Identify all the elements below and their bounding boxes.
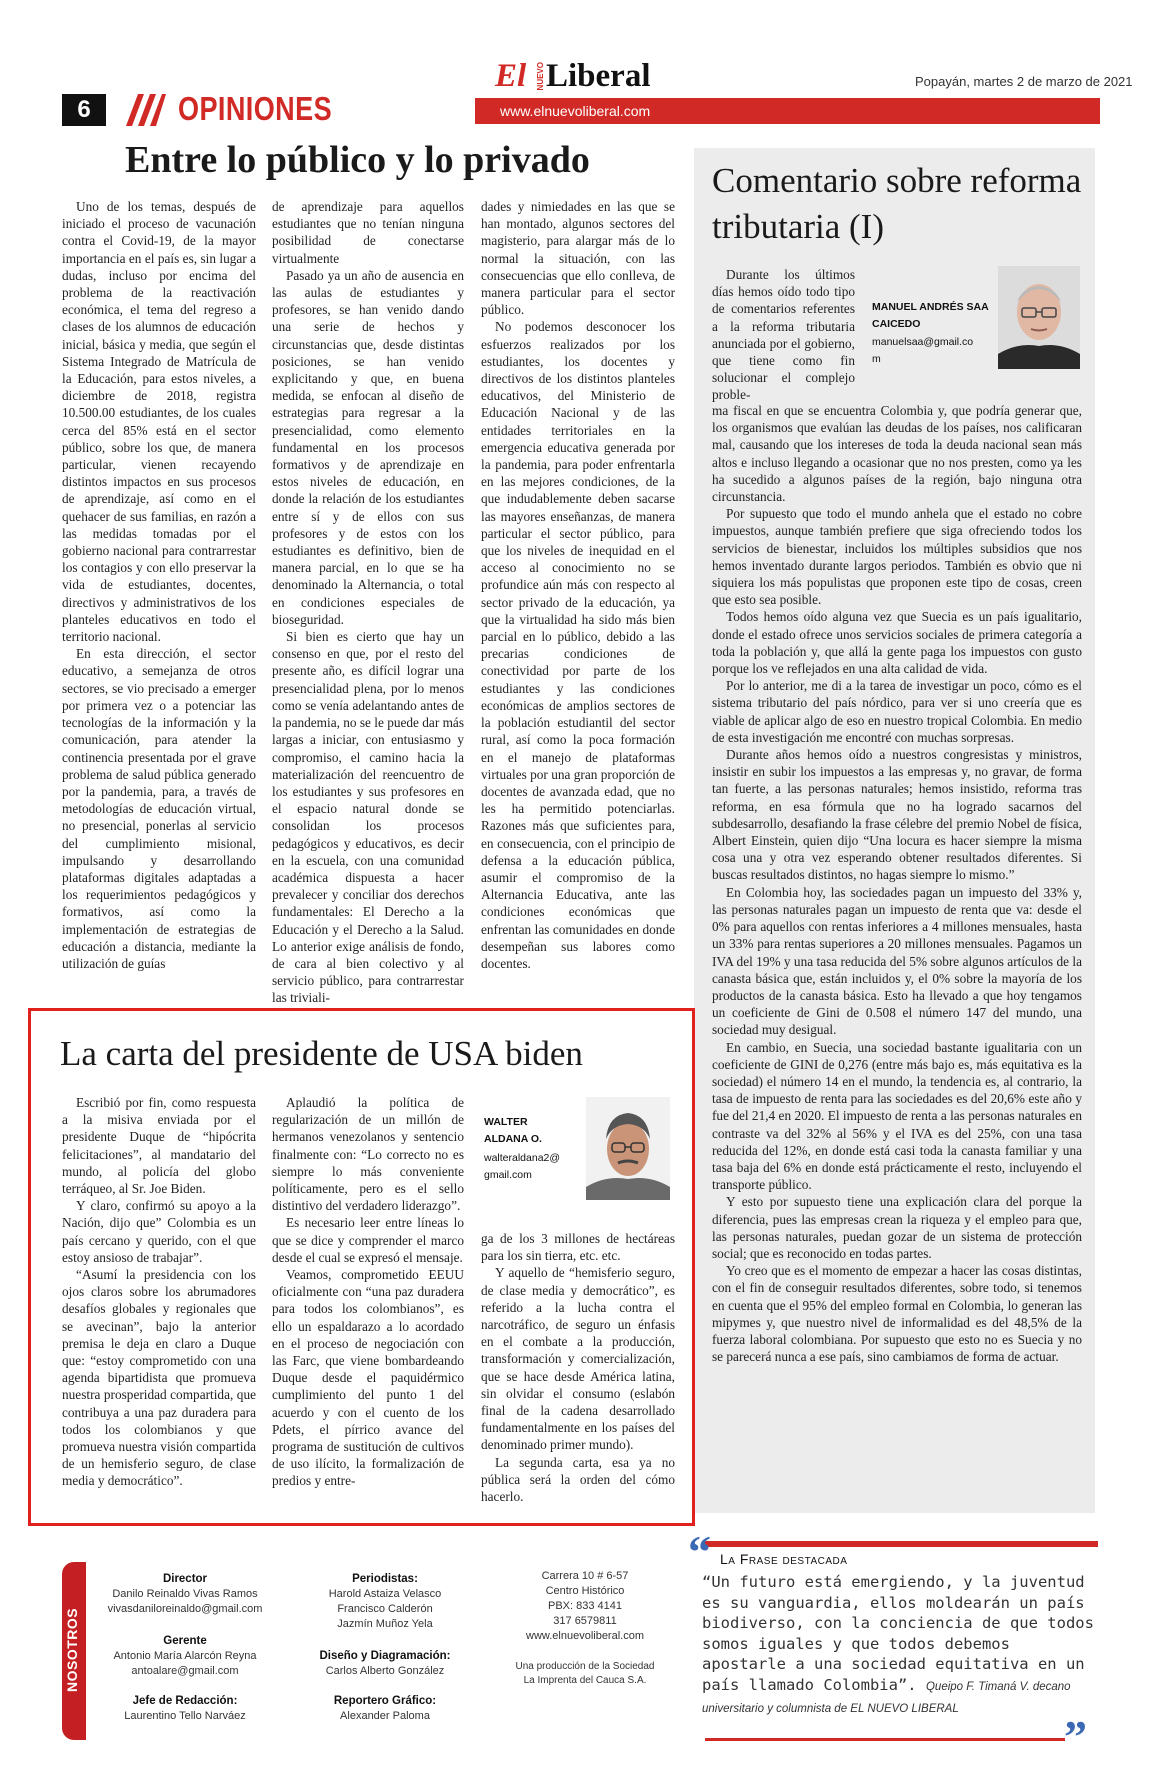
paragraph: Escribió por fin, como respuesta a la misiva enviada por el presidente Duque de “hipócrita felicitaciones”, al mandatario del mundo, al policía del globo terráqueo, al Sr. Joe Biden. — [62, 1095, 256, 1197]
paragraph: Yo creo que es el momento de empezar a hacer las cosas distintas, con el fin de conseguir resultados diferentes, sobre todo, si tenemos en cuenta que el 95% del empleo formal en Colombia, lo generan las mipymes y, que nuestro nivel de informalidad es del 48,5% de la fuerza laboral colombiana. Por supuesto que esto no es Suecia y no se parecerá nunca a ese país, sino cambiamos de forma de actuar. — [712, 1263, 1082, 1365]
article-2-intro — [712, 266, 855, 404]
paragraph: Por supuesto que todo el mundo anhela que el estado no cobre impuestos, aunque también prefiere que siga ofreciendo todos los servicios de bienestar, incluidos los múltiples subsidios que nos hemos inventado durante largos periodos. También es obvio que ni siquiera los más populistas que proponen este tipo de cosas, creen que esto sea posible. — [712, 506, 1082, 608]
frase-bottom-rule — [705, 1738, 1065, 1741]
article-2-email[interactable]: manuelsaa@gmail.com — [872, 336, 974, 365]
staff-periodistas — [300, 1572, 470, 1632]
paragraph: ma fiscal en que se encuentra Colombia y, que podría generar que, los organismos que evalúan las deudas de los países, nos calificaran mal, causando que los intereses de toda la deuda nacional sean más altos e incluso llegando a ocasionar que no nos presten, como ya les ha sucedido a algunos países de la región, bajo ninguna otra circunstancia. — [712, 403, 1082, 505]
staff-name: Alexander Paloma — [340, 1710, 430, 1722]
staff-name: Francisco Calderón — [337, 1603, 433, 1615]
paragraph: Y claro, confirmó su apoyo a la Nación, dijo que” Colombia es un país cercano y querido, con el que estoy ansioso de trabajar”. — [62, 1198, 256, 1265]
frase-top-bar — [705, 1541, 1098, 1547]
open-quote-icon: “ — [688, 1526, 711, 1577]
date-line: Popayán, martes 2 de marzo de 2021 — [915, 74, 1133, 89]
staff-name: Danilo Reinaldo Vivas Ramos — [112, 1588, 258, 1600]
paragraph: La segunda carta, esa ya no pública será la orden del cómo hacerlo. — [481, 1454, 675, 1505]
article-2-title: Comentario sobre reforma tributaria (I) — [712, 161, 1082, 246]
website-link[interactable]: www.elnuevoliberal.com — [500, 103, 651, 119]
paragraph: Y esto por supuesto tiene una explicación clara del porque la diferencia, pues las empresas crean la riqueza y el empleo para que, las personas naturales, puedan gozar de un sistema de protección social; que es reconocido en todas partes. — [712, 1194, 1082, 1261]
frase-heading: La Frase destacada — [720, 1551, 848, 1567]
article-1-column-3 — [481, 198, 675, 972]
article-1-column-2 — [272, 198, 464, 1007]
article-2-body — [712, 402, 1082, 1365]
staff-role-label: Periodistas: — [352, 1573, 418, 1585]
produccion-line: Una producción de la Sociedad — [515, 1661, 655, 1672]
author-photo-manuel — [998, 266, 1080, 369]
paragraph: Aplaudió la política de regularización de un millón de hermanos venezolanos y sentencio finalmente con: “Lo correcto no es siempre lo más conveniente políticamente, pero es el sello distintivo del verdadero liderazgo”. — [272, 1095, 464, 1214]
staff-email[interactable]: vivasdanilo​reinaldo@gmail.com — [107, 1603, 263, 1615]
article-3-title: La carta del presidente de USA biden — [60, 1034, 583, 1073]
paragraph: Si bien es cierto que hay un consenso en que, por el resto del presente año, es difícil lograr una presencialidad plena, por lo menos como se venía adelantando antes de la pandemia, no se le puede dar más largas a iniciar, con entusiasmo y compromiso, el camino hacia la materialización del reencuentro de los estudiantes y sus profesores en el espacio natural donde se consolidan los procesos pedagógicos y educativos, es decir en la escuela, con una comunidad académica dispuesta a hacer prevalecer y conciliar dos derechos fundamentales: El Derecho a la Educación y el Derecho a la Salud. Lo anterior exige análisis de fondo, de cara al bien colectivo y al servicio público, para contrarrestar las triviali- — [272, 629, 464, 1006]
paragraph: En cambio, en Suecia, una sociedad bastante igualitaria con un coeficiente de GINI de 0,276 (entre más bajo es, más equitativa es la sociedad) el número 14 en el mundo, la tendencia es, al contrario, la tasa de impuesto de renta para las sociedades es del 20,6% este año y fue del 21,4 en 2020. El impuesto de renta a las personas naturales en contraste va del 32% al 56% y el IVA es del 25%, con una tasa reducida del 12%, en donde está casi toda la canasta familiar y una tasa baja del 6% en donde está prácticamente el resto, incluyendo el transporte público. — [712, 1039, 1082, 1193]
article-3-column-3 — [481, 1230, 675, 1505]
paragraph: No podemos desconocer los esfuerzos realizados por los estudiantes, los docentes y directivos de los distintos planteles educativos, del Ministerio de Educación Nacional y de las entidades territoriales en la emergencia educativa generada por la pandemia, para poder enfrentarla en las mejores condiciones, de la que indudablemente deben sacarse las mayores enseñanzas, de manera particular el sector público, para que los niveles de inequidad en el acceso al conocimiento no se profundice aún más con respecto al sector privado de la educación, ya que la virtualidad ha sido más bien parcial en lo público, debido a las precarias condiciones de conectividad por parte de los estudiantes y las condiciones económicas de amplios sectores de la población estudiantil del sector rural, así como la poca formación en el manejo de plataformas virtuales por una gran proporción de docentes de avanzada edad, que no les ha permitido potenciarlas. Razones más que suficientes para, en consecuencia, con el principio de defensa a la educación pública, asumir el compromiso de la Alternancia Educativa, ante las condiciones económicas que enfrentan las comunidades en donde desempeñan sus labores como docentes. — [481, 319, 675, 971]
article-1-column-1 — [62, 198, 256, 972]
article-1-title: Entre lo público y lo privado — [125, 139, 590, 181]
staff-name: Harold Astaiza Velasco — [328, 1588, 442, 1600]
paragraph: Todos hemos oído alguna vez que Suecia es un país igualitario, donde el estado ofrece unos servicios sociales de primera categoría a toda la población y, que allá la gente paga los impuestos con gusto porque los ve reflejados en una alta calidad de vida. — [712, 609, 1082, 677]
article-2-author: MANUEL ANDRÉS SAA CAICEDO — [872, 301, 989, 330]
paragraph: Uno de los temas, después de iniciado el proceso de vacunación contra el Covid-19, de la mayor importancia en el país es, sin lugar a dudas, incluso por encima del problema de la reactivación económica, el tema del regreso a clases de los alumnos de educación inicial, básica y media, que según el Sistema Integrado de Matrícula de la Educación, para estos niveles, a diciembre de 2018, registra 10.500.00 estudiantes, de los cuales cerca del 85% está en el sector público, sobre los que, de manera particular, vienen recayendo distintos impactos en sus procesos de aprendizaje, así como en el quehacer de sus familias, en razón a las medidas tomadas por el gobierno nacional para contrarrestar los contagios y con ello preservar la vida de estudiantes, docentes, directivos y administrativos de los planteles educativos en todo el territorio nacional. — [62, 199, 256, 645]
staff-produccion — [505, 1660, 665, 1688]
staff-role-label: Gerente — [163, 1635, 207, 1647]
frase-quote-text: “Un futuro está emergiendo, y la juventud es su vanguardia, ellos moldearán un país biodiverso, con la conciencia de que todos somos iguales y que todos debemos apostarle a una sociedad equitativa en un país llamado Colombia”. — [702, 1573, 1094, 1694]
close-quote-icon: ” — [1064, 1711, 1087, 1762]
frase-quote — [702, 1572, 1097, 1720]
address-line: Centro Histórico — [545, 1585, 625, 1597]
staff-name: Antonio María Alarcón Reyna — [113, 1650, 257, 1662]
logo-nuevo: NUEVO — [536, 62, 545, 91]
produccion-line: La Imprenta del Cauca S.A. — [523, 1675, 647, 1686]
paragraph: Y aquello de “hemisferio seguro, de clase media y democrático”, es referido a la lucha contra el narcotráfico, de seguro un énfasis en el combate a la producción, transformación y comercialización, que se hace desde América latina, sin olvidar el consumo (eslabón final de la cadena desarrollado fundamentalmente en los países del denominado primer mundo). — [481, 1265, 675, 1453]
staff-role-label: Reportero Gráfico: — [333, 1695, 437, 1707]
paragraph: En esta dirección, el sector educativo, a semejanza de otros sectores, se vio precisado a emerger por primera vez o a potenciar las tecnologías de la información y la comunicación, para atender la continencia presentada por el grave problema de salud pública generado por la pandemia, para, a través de metodologías de educación virtual, no presencial, ponerlas al servicio del cumplimiento misional, impulsando y desarrollando plataformas digitales adaptadas a los requerimientos pedagógicos y formativos, así como la implementación de estrategias de educación a distancia, mediante la utilización de guías — [62, 646, 256, 971]
staff-jefe-redaccion — [100, 1694, 270, 1724]
staff-role-label: Jefe de Redacción: — [132, 1695, 238, 1707]
page-number: 6 — [62, 94, 106, 126]
paragraph: En Colombia hoy, las sociedades pagan un impuesto del 33% y, las personas naturales pagan un impuesto de renta que va: desde el 0% para aquellos con rentas inferiores a 4 millones mensuales, hasta un 33% para rentas superiores a 20 millones mensuales. Pagamos un IVA del 19% y una tasa reducida del 5% sobre algunos artículos de la canasta básica que, están incluidos y, el 0% sobre la mayoría de los productos de la canasta básica. Esto ha llevado a que hoy tengamos un coeficiente de Gini de 0.508 el número 147 del mundo, una sociedad muy desigual. — [712, 884, 1082, 1038]
author-photo-walter — [586, 1097, 670, 1200]
staff-name: Jazmín Muñoz Yela — [337, 1618, 433, 1630]
staff-name: Laurentino Tello Narváez — [124, 1710, 246, 1722]
paragraph: Es necesario leer entre líneas lo que se dice y comprender el marco desde el cual se expresó el mensaje. — [272, 1215, 464, 1265]
address-line: Carrera 10 # 6-57 — [541, 1570, 629, 1582]
paragraph: ga de los 3 millones de hectáreas para los sin tierra, etc. etc. — [481, 1231, 675, 1264]
section-stripes-icon — [116, 94, 166, 126]
staff-reportero — [300, 1694, 470, 1724]
address-line: PBX: 833 4141 — [547, 1600, 622, 1612]
paragraph: “Asumí la presidencia con los ojos claros sobre los abrumadores desafíos globales y regionales que se avecinan”, bajo la anterior premisa le deja en claro a Duque que: “estoy comprometido con una agenda bipartidista que promueva nuestra prosperidad compartida, que contribuya a una paz duradera para todos los colombianos y que promueva nuestra visión compartida de un hemisferio seguro, de clase media y democrático”. — [62, 1267, 256, 1489]
logo-liberal: Liberal — [546, 58, 651, 94]
paragraph: dades y nimiedades en las que se han montado, algunos sectores del magisterio, para alargar más de lo normal la situación, con las consecuencias que ello conlleva, de manera particular para el sector público. — [481, 199, 675, 318]
nosotros-label: NOSOTROS — [64, 1607, 80, 1693]
staff-director — [100, 1572, 270, 1617]
article-3-column-1 — [62, 1094, 256, 1490]
staff-name: Carlos Alberto González — [325, 1665, 445, 1677]
paragraph: de aprendizaje para aquellos estudiantes que no tenían ninguna posibilidad de conectarse virtualmente — [272, 199, 464, 266]
staff-role-label: Director — [162, 1573, 208, 1585]
staff-diseno — [300, 1649, 470, 1679]
section-title: OPINIONES — [178, 90, 333, 127]
website-footer[interactable]: www.elnuevoliberal.com — [526, 1630, 644, 1642]
frase-author: Queipo F. Timaná V. decano universitario y columnista de EL NUEVO LIBERAL — [702, 1680, 1071, 1715]
staff-address — [505, 1569, 665, 1644]
paragraph: Por lo anterior, me di a la tarea de investigar un poco, cómo es el sistema tributario del país nórdico, para ver si uno creería que es viable de aplicar algo de eso en nuestro tropical Colombia. En medio de esta investigación me encontré con muchas sorpresas. — [712, 678, 1082, 745]
staff-gerente — [100, 1634, 270, 1679]
staff-role-label: Diseño y Diagramación: — [319, 1650, 451, 1662]
staff-email[interactable]: antoalare@gmail.com — [131, 1665, 239, 1677]
article-3-author: WALTER ALDANA O. — [484, 1116, 542, 1145]
paragraph: Pasado ya un año de ausencia en las aulas de estudiantes y profesores, se han venido dando una serie de hechos y circunstancias que, desde distintas posiciones, se han venido explicitando y que, en buena medida, se enfocan al diseño de estrategias para regresar a la presencialidad, como elemento fundamental en los procesos formativos y de aprendizaje en estos niveles de educación, en donde la relación de los estudiantes entre sí y de ellos con sus profesores y de estos con los estudiantes es definitivo, bien de manera parcial, en lo que se ha denominado la Alternancia, o total en condiciones especiales de bioseguridad. — [272, 267, 464, 627]
address-line: 317 6579811 — [553, 1615, 617, 1627]
paragraph: Veamos, comprometido EEUU oficialmente con “una paz duradera para todos los colombianos”, es ello un espaldarazo a lo acordado en el proceso de negociación con las Farc, que viene bombardeando Duque desde el paquidérmico cumplimiento del punto 1 del acuerdo y con el cuento de los Pdets, el pírrico avance del programa de sustitución de cultivos de uso ilícito, la formalización de predios y entre- — [272, 1267, 464, 1489]
article-3-email[interactable]: walteraldana2@gmail.com — [484, 1152, 561, 1181]
paragraph: Durante años hemos oído a nuestros congresistas y ministros, insistir en subir los impuestos a las empresas y, no gravar, de forma tan fuerte, a las personas naturales; hemos insistido, reforma tras reforma, en esa fórmula que no ha logrado sacarnos del subdesarrollo, desafiando la frase célebre del premio Nobel de física, Albert Einstein, quien dijo “Una locura es hacer siempre la misma cosa una y otra vez esperando obtener resultados diferentes. Si buscas resultados distintos, no hagas siempre lo mismo.” — [712, 747, 1082, 883]
logo-el: El — [495, 58, 527, 94]
article-3-column-2 — [272, 1094, 464, 1490]
paragraph: Durante los últimos días hemos oído todo tipo de comentarios referentes a la reforma tributaria anunciada por el gobierno, que tiene como fin solucionar el complejo proble- — [712, 267, 855, 403]
